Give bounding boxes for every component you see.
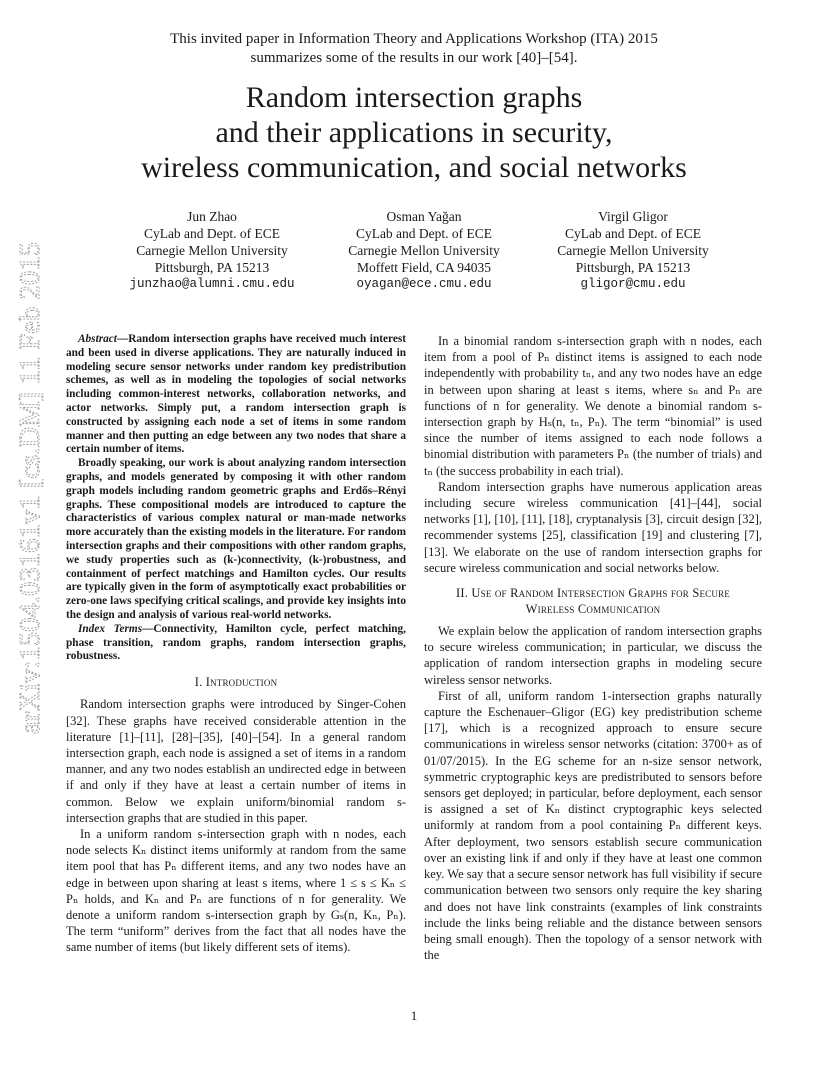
- header-note-line1: This invited paper in Information Theory and Applications Workshop (ITA) 2015: [170, 31, 658, 47]
- abstract-paragraph-1: [66, 333, 406, 457]
- right-column: [424, 333, 762, 963]
- section-heading-introduction: I. Introduction: [194, 675, 278, 690]
- author-email: oyagan@ece.cmu.edu: [356, 277, 492, 291]
- author-email: gligor@cmu.edu: [580, 277, 686, 291]
- title-line1: Random intersection graphs: [245, 81, 583, 114]
- left-column: [66, 333, 406, 956]
- author-dept: CyLab and Dept. of ECE: [564, 226, 702, 241]
- header-note-line2: summarizes some of the results in our work [40]–[54].: [250, 50, 578, 66]
- abstract-text-1: —Random intersection graphs have received much interest and been used in diverse applications. They are naturally induced in modeling secure sensor networks under random key predistribution schemes, as well as in modeling the topologies of social networks including common-interest networks, collaboration networks, and actor networks. Simply put, a random intersection graph is constructed by assigning each node a set of items in some random manner and then putting an edge between any two nodes that share a certain number of items.: [66, 333, 406, 456]
- author-email: junzhao@alumni.cmu.edu: [129, 277, 295, 291]
- index-terms-label: Index Terms: [78, 622, 143, 635]
- arxiv-stamp: [7, 240, 51, 735]
- index-terms-text: —Connectivity, Hamilton cycle, perfect matching, phase transition, random graphs, random intersection graphs, robustness.: [66, 622, 406, 663]
- author-dept: CyLab and Dept. of ECE: [355, 226, 493, 241]
- author-univ: Carnegie Mellon University: [557, 243, 709, 258]
- abstract-label: Abstract: [78, 333, 117, 345]
- author-city: Pittsburgh, PA 15213: [575, 260, 691, 275]
- author-name: Jun Zhao: [187, 209, 237, 224]
- author-univ: Carnegie Mellon University: [348, 243, 500, 258]
- binomial-paragraph: In a binomial random s-intersection graph with n nodes, each item from a pool of Pₙ distinct items is assigned to each node independently with probability tₙ, and any two nodes have an edge in between upon sharing at least s items, where sₙ and Pₙ are functions of n for generality. We denote a binomial random s-intersection graph by Hₛ(n, tₙ, Pₙ). The term “binomial” is used since the number of items assigned to each node follows a binomial distribution with parameters Pₙ (the number of trials) and tₙ (the success probability in each trial).: [424, 334, 762, 478]
- abstract-paragraph-2: Broadly speaking, our work is about analyzing random intersection graphs, and models generated by composing it with other random graph models including random geometric graphs and Erdős–Rényi graphs. These compositional models are introduced to capture the characteristics of various complex natural or man-made networks more accurately than the existing models in the literature. For random intersection graphs and their compositions with other random graphs, we study properties such as (k-)connectivity, (k-)robustness, and containment of perfect matchings and Hamilton cycles. Our results are typically given in the form of asymptotically exact probabilities or zero-one laws specifying critical scalings, and provide key insights into the design and analysis of various real-world networks.: [66, 457, 406, 621]
- section2-line2: Wireless Communication: [525, 601, 661, 616]
- page-number: 1: [410, 1008, 418, 1023]
- author-1: [97, 208, 327, 293]
- section2-line1: II. Use of Random Intersection Graphs for Secure: [456, 586, 730, 601]
- author-3: [518, 208, 748, 293]
- intro-paragraph-2: In a uniform random s-intersection graph with n nodes, each node selects Kₙ distinct items uniformly at random from the same item pool that has Pₙ different items, and any two nodes have an edge in between upon sharing at least s items, where 1 ≤ s ≤ Kₙ ≤ Pₙ holds, and Kₙ and Pₙ are functions of n for generality. We denote a uniform random s-intersection graph by Gₛ(n, Kₙ, Pₙ). The term “uniform” derives from the fact that all nodes have the same number of items (but likely different sets of items).: [66, 826, 406, 955]
- author-dept: CyLab and Dept. of ECE: [143, 226, 281, 241]
- header-note: [0, 30, 828, 68]
- title-line2: and their applications in security,: [215, 116, 613, 149]
- section2-paragraph-1: We explain below the application of random intersection graphs to secure wireless communication; in particular, we discuss the application of random intersection graphs in modeling secure wireless sensor networks.: [424, 624, 762, 687]
- intro-paragraph-1: Random intersection graphs were introduced by Singer-Cohen [32]. These graphs have received considerable attention in the literature [1]–[11], [28]–[35], [40]–[54]. In a general random intersection graph, each node is assigned a set of items in a random manner, and any two nodes establish an undirected edge in between if and only if they have at least a certain number of items in common. Below we explain uniform/binomial random s-intersection graphs that are studied in this paper.: [66, 697, 406, 825]
- author-2: [309, 208, 539, 293]
- title-line3: wireless communication, and social networks: [141, 151, 687, 184]
- section2-paragraph-2: First of all, uniform random 1-intersection graphs naturally capture the Eschenauer–Gligor (EG) key predistribution scheme [17], which is a recognized approach to ensure secure communications in wireless sensor networks (citation: 3700+ as of 01/07/2015). In the EG scheme for an n-size sensor network, symmetric cryptographic keys are predistributed to sensors before sensors get deployed; in particular, before deployment, each sensor is assigned a set of Kₙ distinct cryptographic keys selected uniformly at random from a pool containing Pₙ different keys. After deployment, two sensors establish secure communication over an existing link if and only if they have at least one common key. We say that a secure sensor network has full visibility if secure communication between two sensors only require the key sharing and does not have link constraints (examples of link constraints include the links being reliable and the distance between sensors being small enough). Then the topology of a sensor network with the: [424, 688, 762, 963]
- paper-title: [0, 80, 828, 185]
- arxiv-id: arXiv:1504.03161v1 [cs.DM] 11 Feb 2015: [15, 254, 46, 734]
- author-city: Moffett Field, CA 94035: [356, 260, 491, 275]
- author-name: Osman Yağan: [386, 209, 462, 224]
- author-city: Pittsburgh, PA 15213: [154, 260, 270, 275]
- author-name: Virgil Gligor: [598, 209, 668, 224]
- index-terms: [66, 623, 406, 664]
- applications-paragraph: Random intersection graphs have numerous application areas including secure wireless communication [41]–[44], social networks [1], [10], [11], [18], cryptanalysis [3], circuit design [32], recommender systems [25], classification [19] and clustering [7], [13]. We elaborate on the use of random intersection graphs for secure wireless communication and social networks below.: [424, 479, 762, 575]
- section-heading-secure-communication: [424, 586, 762, 617]
- author-univ: Carnegie Mellon University: [136, 243, 288, 258]
